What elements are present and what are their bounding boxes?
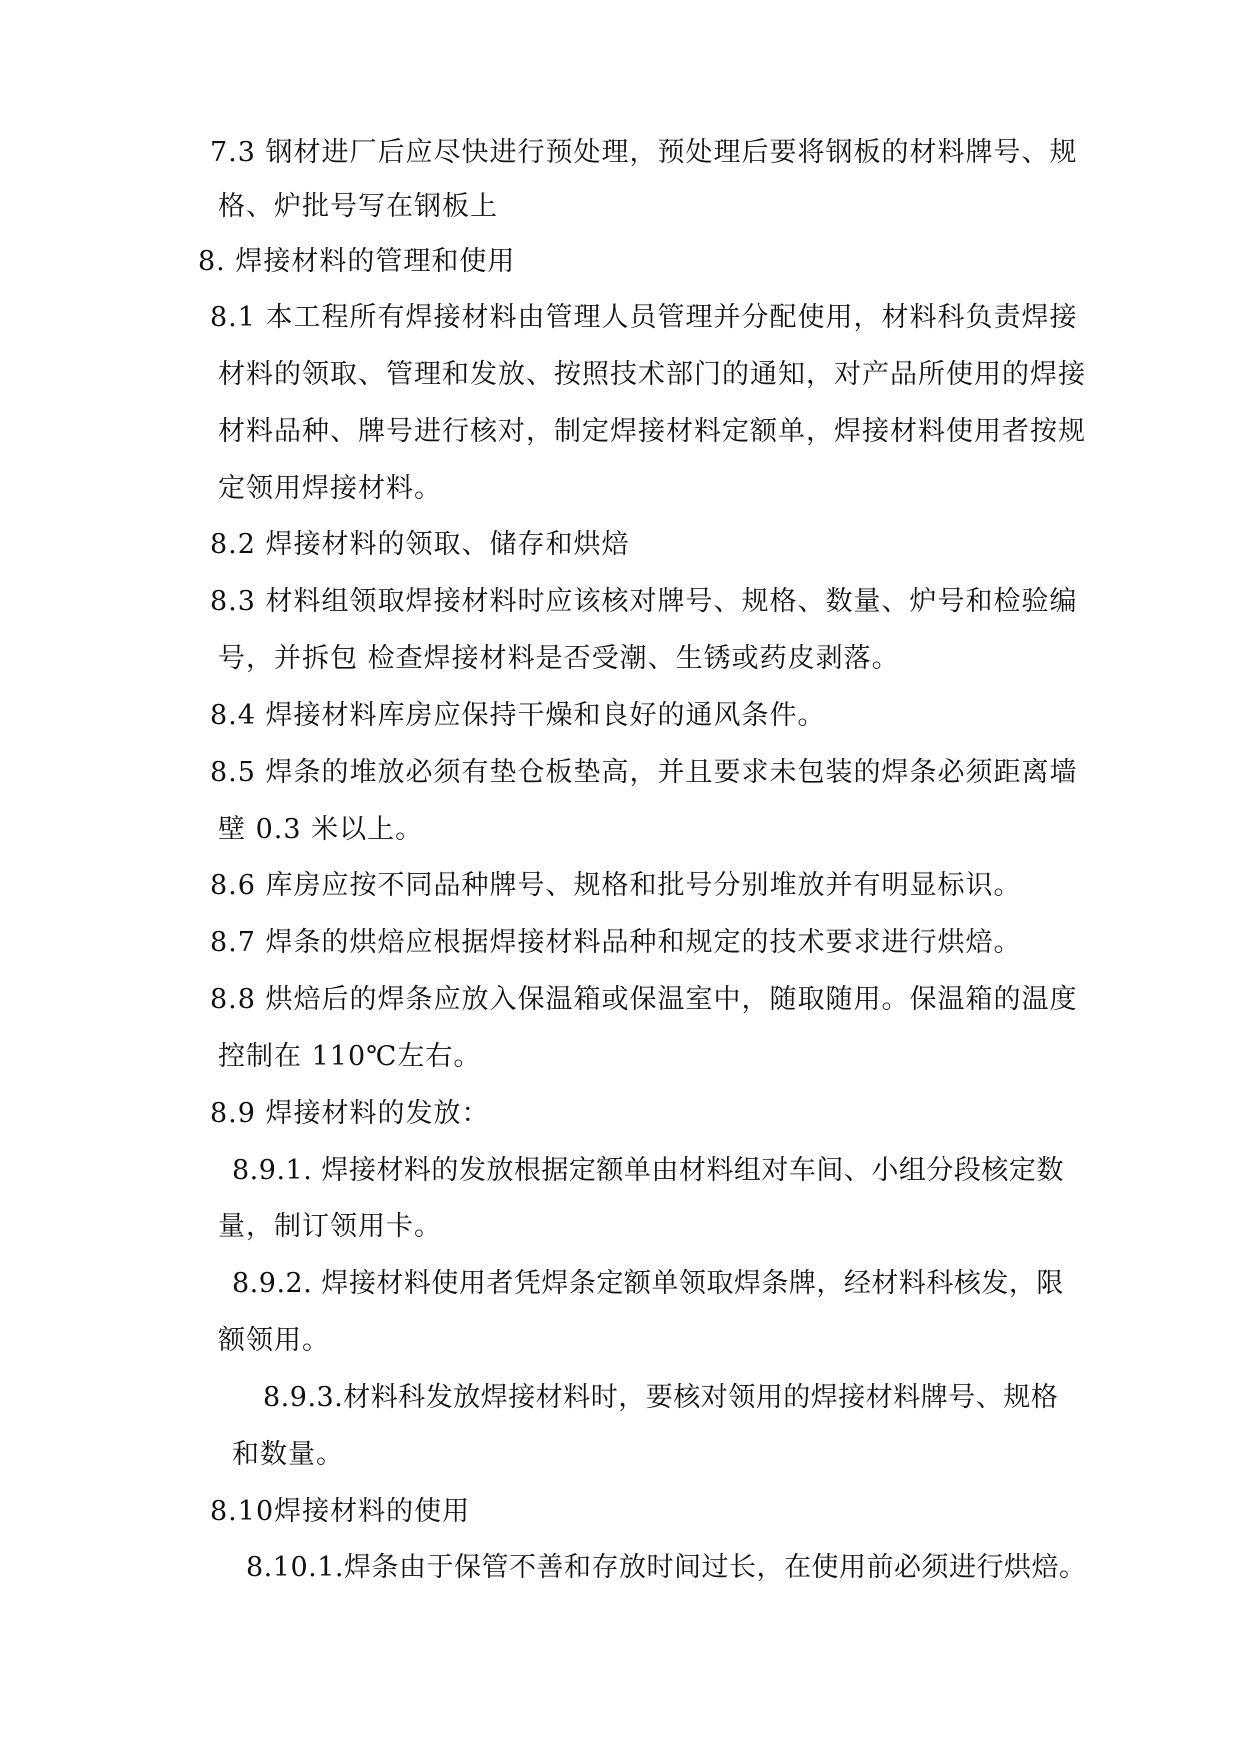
paragraph-8-7: 8.7 焊条的烘焙应根据焊接材料品种和规定的技术要求进行烘焙。 <box>210 927 1022 958</box>
paragraph-8-1-line-1: 8.1 本工程所有焊接材料由管理人员管理并分配使用，材料科负责焊接 <box>210 302 1078 333</box>
paragraph-8-5-line-2: 壁 0.3 米以上。 <box>218 814 424 845</box>
paragraph-8-8-line-2: 控制在 110℃左右。 <box>218 1041 482 1072</box>
paragraph-8-1-line-4: 定领用焊接材料。 <box>218 473 442 504</box>
paragraph-8-9-1-line-1: 8.9.1. 焊接材料的发放根据定额单由材料组对车间、小组分段核定数 <box>232 1155 1064 1186</box>
paragraph-8-1-line-3: 材料品种、牌号进行核对，制定焊接材料定额单，焊接材料使用者按规 <box>218 416 1086 447</box>
paragraph-8-5-line-1: 8.5 焊条的堆放必须有垫仓板垫高，并且要求未包装的焊条必须距离墙 <box>210 757 1078 788</box>
paragraph-8-6: 8.6 库房应按不同品种牌号、规格和批号分别堆放并有明显标识。 <box>210 870 1022 901</box>
paragraph-8-9-3-line-1: 8.9.3.材料科发放焊接材料时，要核对领用的焊接材料牌号、规格 <box>263 1382 1059 1413</box>
section-8-heading: 8. 焊接材料的管理和使用 <box>198 246 516 277</box>
paragraph-8-8-line-1: 8.8 烘焙后的焊条应放入保温箱或保温室中，随取随用。保温箱的温度 <box>210 984 1078 1015</box>
paragraph-8-9-2-line-1: 8.9.2. 焊接材料使用者凭焊条定额单领取焊条牌，经材料科核发，限 <box>232 1268 1064 1299</box>
paragraph-8-9-1-line-2: 量，制订领用卡。 <box>218 1211 442 1242</box>
paragraph-7-3-line-2: 格、炉批号写在钢板上 <box>218 191 498 222</box>
paragraph-8-1-line-2: 材料的领取、管理和发放、按照技术部门的通知，对产品所使用的焊接 <box>218 359 1086 390</box>
paragraph-8-9-3-line-2: 和数量。 <box>232 1439 344 1470</box>
paragraph-8-2: 8.2 焊接材料的领取、储存和烘焙 <box>210 529 630 560</box>
paragraph-8-3-line-1: 8.3 材料组领取焊接材料时应该核对牌号、规格、数量、炉号和检验编 <box>210 586 1078 617</box>
paragraph-8-10-1: 8.10.1.焊条由于保管不善和存放时间过长，在使用前必须进行烘焙。 <box>246 1552 1087 1583</box>
paragraph-8-9: 8.9 焊接材料的发放： <box>210 1098 490 1129</box>
paragraph-7-3-line-1: 7.3 钢材进厂后应尽快进行预处理，预处理后要将钢板的材料牌号、规 <box>210 137 1078 168</box>
paragraph-8-10: 8.10焊接材料的使用 <box>210 1496 471 1527</box>
paragraph-8-3-line-2: 号，并拆包 检查焊接材料是否受潮、生锈或药皮剥落。 <box>218 643 900 674</box>
paragraph-8-4: 8.4 焊接材料库房应保持干燥和良好的通风条件。 <box>210 700 826 731</box>
paragraph-8-9-2-line-2: 额领用。 <box>218 1325 330 1356</box>
